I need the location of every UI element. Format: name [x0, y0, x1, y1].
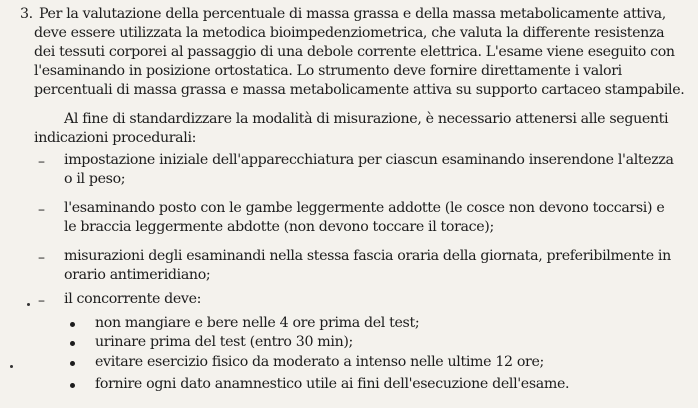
- bullet-marker: [70, 341, 75, 346]
- paragraph-line: Per la valutazione della percentuale di massa grassa e della massa metabolicamente attiva,: [39, 6, 666, 22]
- dash-marker: –: [38, 154, 45, 170]
- paragraph-line: Al fine di standardizzare la modalità di misurazione, è necessario attenersi alle seguenti: [64, 111, 669, 127]
- bullet-item: evitare esercizio fisico da moderato a intenso nelle ultime 12 ore;: [95, 354, 544, 370]
- paragraph-line: deve essere utilizzata la metodica bioimpedenziometrica, che valuta la differente resistenza: [34, 25, 665, 41]
- paragraph-line: percentuali di massa grassa e massa metabolicamente attiva su supporto cartaceo stampabile.: [34, 82, 685, 98]
- list-item-line: misurazioni degli esaminandi nella stessa fascia oraria della giornata, preferibilmente in: [64, 248, 671, 264]
- bullet-item: urinare prima del test (entro 30 min);: [95, 334, 353, 350]
- list-item-line: l'esaminando posto con le gambe leggermente addotte (le cosce non devono toccarsi) e: [64, 200, 665, 216]
- dash-marker: –: [38, 293, 45, 309]
- scan-speck: [10, 365, 13, 368]
- paragraph-line: l'esaminando in posizione ortostatica. Lo strumento deve fornire direttamente i valori: [34, 63, 622, 79]
- paragraph-line: indicazioni procedurali:: [34, 130, 197, 146]
- list-item-line: il concorrente deve:: [64, 291, 202, 307]
- dash-marker: –: [38, 250, 45, 266]
- bullet-marker: [70, 322, 75, 327]
- list-item-line: o il peso;: [64, 171, 126, 187]
- dash-marker: –: [38, 202, 45, 218]
- bullet-item: fornire ogni dato anamnestico utile ai fini dell'esecuzione dell'esame.: [95, 376, 570, 392]
- paragraph-line: dei tessuti corporei al passaggio di una debole corrente elettrica. L'esame viene eseguito con: [34, 44, 675, 60]
- bullet-marker: [70, 361, 75, 366]
- bullet-item: non mangiare e bere nelle 4 ore prima del test;: [95, 315, 420, 331]
- list-item-line: impostazione iniziale dell'apparecchiatura per ciascun esaminando inserendone l'altezza: [64, 152, 674, 168]
- section-number: 3.: [20, 6, 33, 22]
- bullet-marker: [70, 383, 75, 388]
- scan-speck: [27, 303, 30, 306]
- list-item-line: le braccia leggermente abdotte (non devono toccare il torace);: [64, 219, 494, 235]
- list-item-line: orario antimeridiano;: [64, 267, 211, 283]
